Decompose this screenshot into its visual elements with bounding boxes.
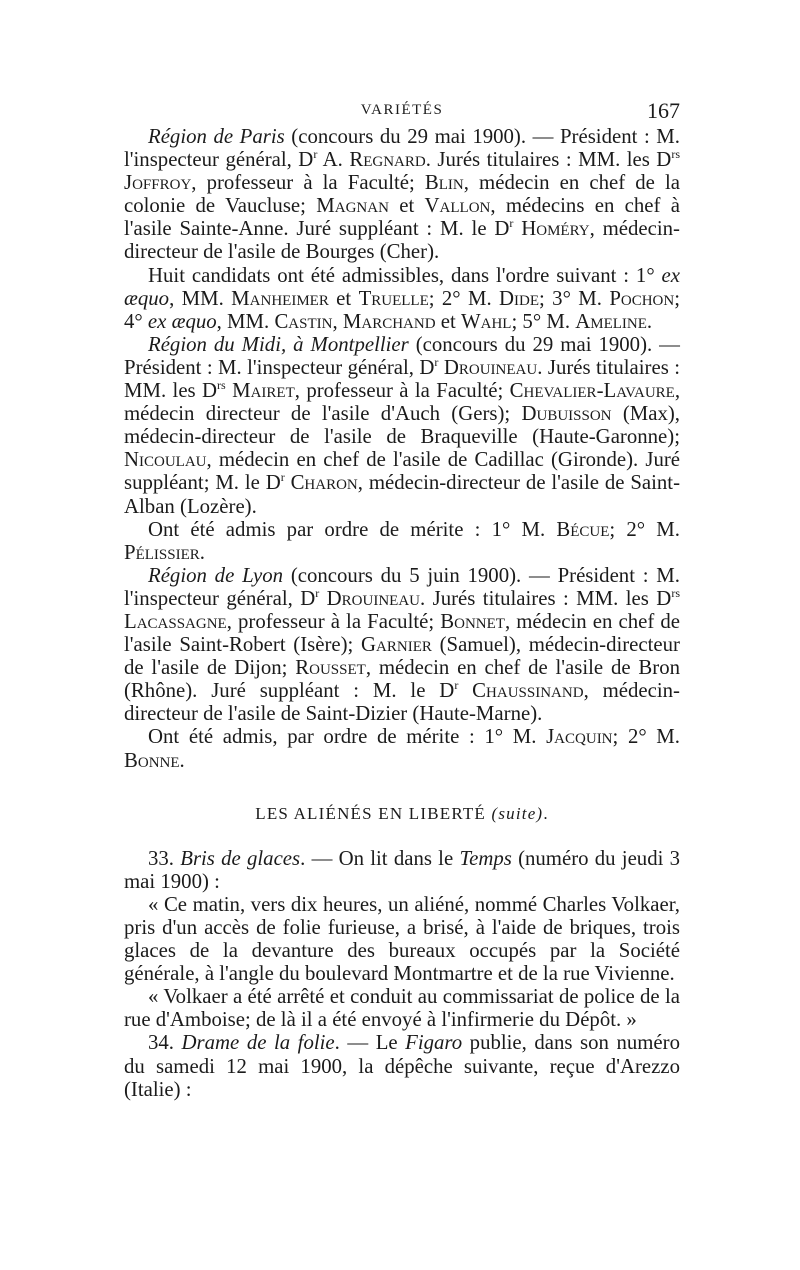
name-rousset: Rousset: [295, 656, 366, 680]
paragraph-item-33: [124, 847, 680, 893]
text-run: et: [435, 309, 461, 333]
section-title: LES ALIÉNÉS EN LIBERTÉ: [255, 803, 487, 823]
name-bonne: Bonne: [124, 748, 180, 772]
text-run: ,: [332, 309, 343, 333]
name-drouineau: Drouineau: [326, 586, 421, 610]
name-dubuisson: Dubuisson: [521, 402, 612, 426]
name-homery: Homéry: [521, 217, 590, 241]
text-run: (concours du 29 mai 1900). — Président : M. l'inspecteur général, D: [124, 125, 680, 172]
running-head: [124, 98, 680, 128]
superscript: r: [509, 216, 514, 231]
superscript: r: [454, 678, 459, 693]
text-run: . Jurés titulaires : MM. les D: [420, 586, 672, 610]
text-run: , professeur à la Faculté;: [191, 171, 425, 195]
item-number: 33.: [148, 846, 181, 870]
paragraph-lyon-admis: [124, 725, 680, 771]
text-run: (concours du 29 mai 1900). — Président : M. l'inspecteur général, D: [124, 332, 680, 379]
name-lacassagne: Lacassagne: [124, 609, 227, 633]
region-midi-title: Région du Midi, à Montpellier: [148, 332, 409, 356]
item-title: Bris de glaces: [180, 846, 301, 870]
region-lyon-title: Région de Lyon: [148, 563, 284, 587]
name-castin: Castin: [274, 309, 333, 333]
name-jacquin: Jacquin: [546, 725, 613, 749]
latin-phrase: ex æquo: [124, 263, 680, 310]
text-run: , médecin directeur de l'asile d'Auch (Gers);: [124, 379, 681, 426]
text-run: Huit candidats ont été admissibles, dans l'ordre suivant : 1°: [148, 263, 662, 287]
superscript: rs: [671, 147, 680, 162]
name-ameline: Ameline: [575, 309, 647, 333]
text-run: , médecin-directeur de l'asile de Saint-Alban (Lozère).: [124, 471, 680, 518]
text-run: , médecin en chef de l'asile de Bron (Rhône). Juré suppléant : M. le D: [124, 656, 680, 703]
text-run: , médecins en chef à l'asile Sainte-Anne. Juré suppléant : M. le D: [124, 194, 680, 241]
text-run: . Jurés titulaires : MM. les D: [124, 355, 680, 403]
text-run: ; 2° M.: [428, 286, 500, 310]
text-run: , MM.: [169, 286, 232, 310]
paragraph-region-midi: [124, 333, 680, 518]
paragraph-item-34: [124, 1031, 680, 1100]
paragraph-region-paris: [124, 125, 680, 264]
name-joffroy: Joffroy: [124, 171, 192, 195]
name-chaussinand: Chaussinand: [472, 679, 584, 703]
running-title: VARIÉTÉS: [360, 102, 444, 118]
paragraph-paris-admissibles: [124, 264, 680, 333]
superscript: r: [434, 354, 439, 369]
name-wahl: Wahl: [460, 309, 512, 333]
text-run: ; 3° M.: [539, 286, 610, 310]
text-run: , professeur à la Faculté;: [294, 379, 510, 403]
name-dide: Dide: [499, 286, 540, 310]
text-run: , médecin en chef de la colonie de Vaucluse;: [124, 171, 680, 218]
text-run: [319, 587, 326, 610]
text-run: ; 2° M.: [612, 725, 680, 749]
page-number: 167: [647, 98, 680, 123]
latin-phrase: ex æquo: [147, 309, 217, 333]
text-run: (numéro du jeudi 3 mai 1900) :: [124, 846, 681, 893]
superscript: r: [280, 470, 285, 485]
text-run: ; 5° M.: [511, 309, 576, 333]
text-run: (Max), médecin-directeur de l'asile de Braqueville (Haute-Garonne);: [124, 402, 680, 449]
text-run: publie, dans son numéro du samedi 12 mai 1900, la dépêche suivante, reçue d'Arezzo (Italie) :: [124, 1031, 680, 1101]
text-run: . Jurés titulaires : MM. les D: [425, 148, 672, 172]
name-truelle: Truelle: [358, 286, 429, 310]
section-suite: (suite): [491, 803, 544, 823]
name-mairet: Mairet: [232, 379, 295, 403]
page-body: [124, 125, 680, 1101]
text-run: (Samuel), médecin-directeur de l'asile de Dijon;: [124, 633, 680, 680]
superscript: rs: [217, 378, 226, 393]
name-nicoulau: Nicoulau: [124, 448, 207, 472]
text-run: .: [543, 803, 549, 823]
text-run: . — Le: [334, 1031, 406, 1055]
paragraph-quote-1: « Ce matin, vers dix heures, un aliéné, nommé Charles Volkaer, pris d'un accès de folie furieuse, a brisé, à l'aide de briques, trois glaces de la devanture des bureaux occupés par la Société générale, à l'angle du boulevard Montmartre et de la rue Vivienne.: [124, 892, 680, 986]
text-run: , médecin en chef de l'asile de Cadillac (Gironde). Juré suppléant; M. le D: [124, 448, 680, 495]
paragraph-quote-2: « Volkaer a été arrêté et conduit au commissariat de police de la rue d'Amboise; de là il a été envoyé à l'infirmerie du Dépôt. »: [124, 985, 680, 1032]
item-number: 34.: [148, 1031, 182, 1055]
text-run: .: [199, 540, 205, 564]
name-pelissier: Pélissier: [124, 540, 200, 564]
superscript: r: [313, 147, 318, 162]
text-run: A.: [317, 148, 350, 172]
text-run: .: [179, 748, 185, 772]
text-run: .: [646, 309, 653, 333]
text-run: ; 2° M.: [609, 517, 680, 541]
text-run: ; 4°: [124, 286, 680, 333]
region-paris-title: Région de Paris: [148, 125, 285, 148]
text-run: , MM.: [216, 309, 275, 333]
text-run: , médecin-directeur de l'asile de Saint-Dizier (Haute-Marne).: [124, 679, 680, 726]
name-bonnet: Bonnet: [440, 609, 505, 633]
superscript: rs: [671, 585, 680, 600]
name-magnan: Magnan: [316, 194, 389, 218]
text-run: [458, 679, 472, 702]
text-run: . — On lit dans le: [300, 846, 460, 870]
text-run: , médecin en chef de l'asile Saint-Robert (Isère);: [124, 609, 681, 657]
newspaper-name: Temps: [459, 846, 512, 870]
item-title: Drame de la folie: [181, 1031, 335, 1055]
name-marchand: Marchand: [342, 309, 436, 333]
superscript: r: [315, 585, 320, 600]
text-run: , médecin-directeur de l'asile de Bourges (Cher).: [124, 217, 680, 264]
text-run: Ont été admis par ordre de mérite : 1° M.: [148, 517, 557, 541]
text-run: (concours du 5 juin 1900). — Président : M. l'inspecteur général, D: [124, 563, 680, 610]
name-pochon: Pochon: [609, 286, 675, 310]
paragraph-region-lyon: [124, 564, 680, 726]
name-garnier: Garnier: [361, 633, 432, 657]
text-run: et: [388, 194, 425, 218]
name-blin: Blin: [424, 171, 464, 195]
text-run: , professeur à la Faculté;: [226, 609, 441, 633]
section-heading: [124, 802, 680, 825]
text-run: Ont été admis, par ordre de mérite : 1° M.: [148, 725, 547, 749]
text-run: et: [328, 286, 359, 310]
paragraph-midi-admis: [124, 518, 680, 564]
name-chevalier-lavaure: Chevalier-Lavaure: [509, 379, 675, 403]
name-manheimer: Manheimer: [231, 286, 329, 310]
newspaper-name: Figaro: [405, 1031, 463, 1055]
name-drouineau: Drouineau: [443, 355, 538, 379]
name-regnard: Regnard: [349, 148, 426, 172]
name-vallon: Vallon: [424, 194, 491, 218]
name-becue: Bécue: [556, 517, 610, 541]
name-charon: Charon: [290, 471, 358, 495]
